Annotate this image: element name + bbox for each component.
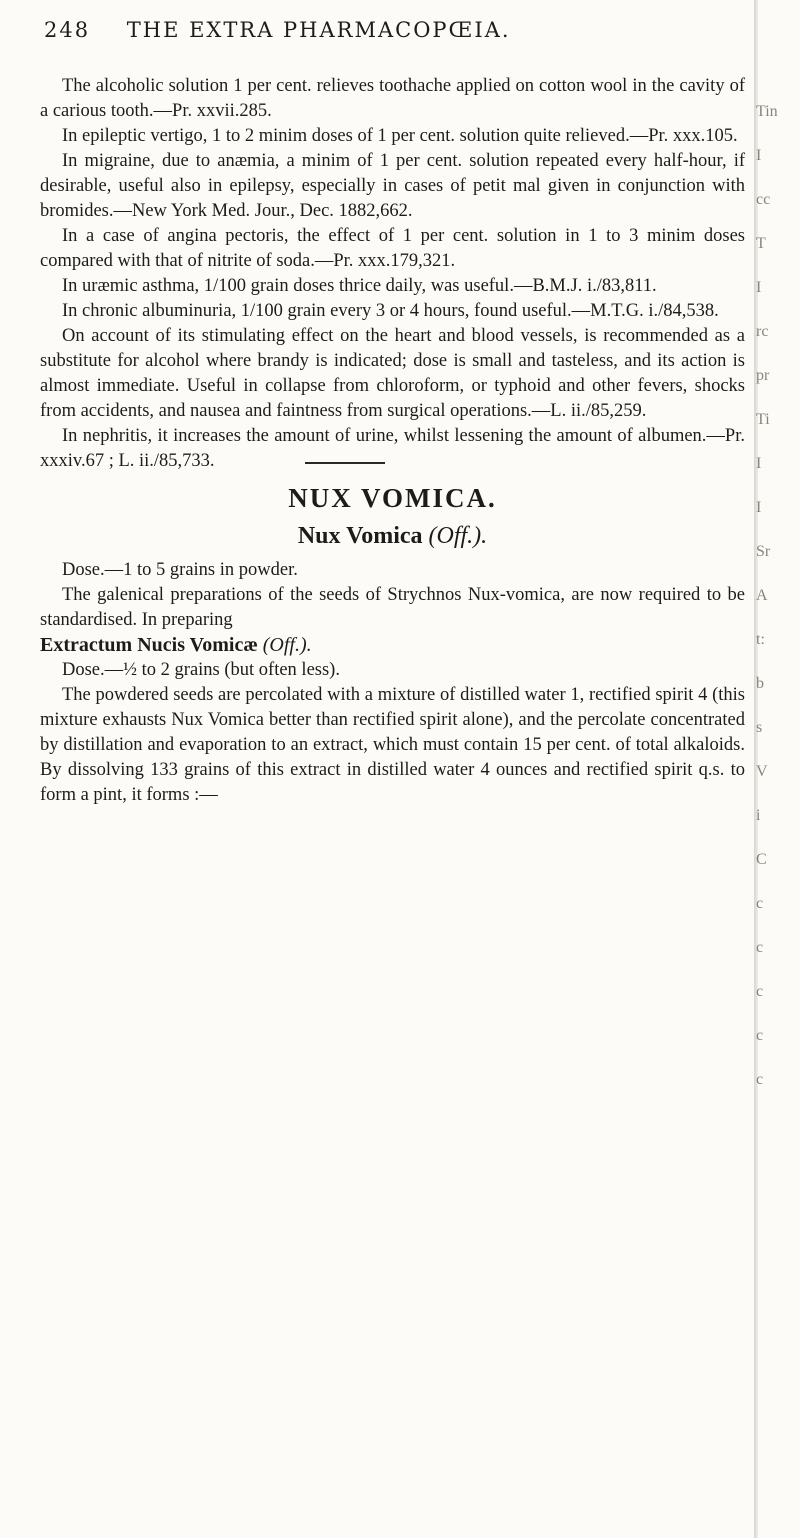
bleed-fragment: I: [756, 279, 762, 296]
dose-line: Dose.—1 to 5 grains in powder.: [62, 560, 298, 580]
bleed-fragment: i: [756, 807, 761, 824]
section-subtitle: [40, 520, 745, 552]
bleed-fragment: A: [756, 587, 768, 604]
bleed-fragment: t:: [756, 631, 765, 648]
paragraph: The galenical preparations of the seeds of Strychnos Nux-vomica, are now required to be standardised. In preparing: [40, 585, 745, 630]
extract-note: (Off.).: [262, 634, 312, 656]
running-header: [44, 18, 744, 52]
bleed-fragment: Ti: [756, 411, 770, 428]
bleed-fragment: c: [756, 983, 764, 1000]
paragraph: In uræmic asthma, 1/100 grain doses thrice daily, was useful.—B.M.J. i./83,811.: [62, 276, 657, 296]
bleed-fragment: c: [756, 939, 764, 956]
bleed-fragment: I: [756, 147, 762, 164]
subtitle-note: (Off.).: [428, 523, 488, 549]
bleed-fragment: c: [756, 895, 764, 912]
bleed-fragment: b: [756, 675, 764, 692]
paragraph: The powdered seeds are percolated with a mixture of distilled water 1, rectified spirit 4 (this mixture exhausts Nux Vomica better than rectified spirit alone), and the percolate concentrated by distillation and evaporation to an extract, which must contain 15 per cent. of total alkaloids. By dissolving 133 grains of this extract in distilled water 4 ounces and rectified spirit q.s. to form a pint, it forms :—: [40, 685, 745, 805]
bleed-fragment: C: [756, 851, 767, 868]
bleed-fragment: I: [756, 455, 762, 472]
paragraph: On account of its stimulating effect on the heart and blood vessels, is recommended as a substitute for alcohol where brandy is indicated; dose is small and tasteless, and its action is almost immediate. Useful in collapse from chloroform, or typhoid and other fevers, shocks from accidents, and nausea and faintness from surgical operations.—L. ii./85,259.: [40, 326, 745, 421]
extract-heading: [40, 633, 745, 658]
bleed-fragment: cc: [756, 191, 771, 208]
paragraph: In a case of angina pectoris, the effect of 1 per cent. solution in 1 to 3 minim doses compared with that of nitrite of soda.—Pr. xxx.179,321.: [40, 226, 745, 271]
dose-line: Dose.—½ to 2 grains (but often less).: [62, 660, 340, 680]
section-divider: [305, 462, 385, 464]
section-title: NUX VOMICA.: [288, 483, 497, 513]
paragraph: In nephritis, it increases the amount of urine, whilst lessening the amount of albumen.—Pr. xxxiv.67 ; L. ii./85,733.: [40, 426, 745, 471]
bleed-fragment: Sr: [756, 543, 771, 560]
bleed-fragment: pr: [756, 367, 770, 384]
paragraph: In chronic albuminuria, 1/100 grain every 3 or 4 hours, found useful.—M.T.G. i./84,538.: [62, 301, 719, 321]
bleed-fragment: rc: [756, 323, 769, 340]
paragraph: In epileptic vertigo, 1 to 2 minim doses of 1 per cent. solution quite relieved.—Pr. xxx.105.: [62, 126, 738, 146]
extract-title: Extractum Nucis Vomicæ: [40, 634, 258, 656]
paragraph: In migraine, due to anæmia, a minim of 1 per cent. solution repeated every half-hour, if desirable, useful also in epilepsy, especially in cases of petit mal given in conjunction with bromides.—New York Med. Jour., Dec. 1882,662.: [40, 151, 745, 221]
page-number: 248: [44, 18, 91, 42]
paragraph: The alcoholic solution 1 per cent. relieves toothache applied on cotton wool in the cavity of a carious tooth.—Pr. xxvii.285.: [40, 76, 745, 121]
bleed-fragment: V: [756, 763, 768, 780]
bleed-fragment: c: [756, 1027, 764, 1044]
bleed-fragment: T: [756, 235, 766, 252]
subtitle-text: Nux Vomica: [297, 523, 423, 549]
bleed-fragment: I: [756, 499, 762, 516]
main-text: [40, 74, 745, 808]
bleed-fragment: Tin: [756, 103, 778, 120]
running-title: THE EXTRA PHARMACOPŒIA.: [126, 18, 511, 42]
bleed-fragment: s: [756, 719, 763, 736]
bleed-fragment: c: [756, 1071, 764, 1088]
facing-page-bleed: [756, 90, 800, 1470]
